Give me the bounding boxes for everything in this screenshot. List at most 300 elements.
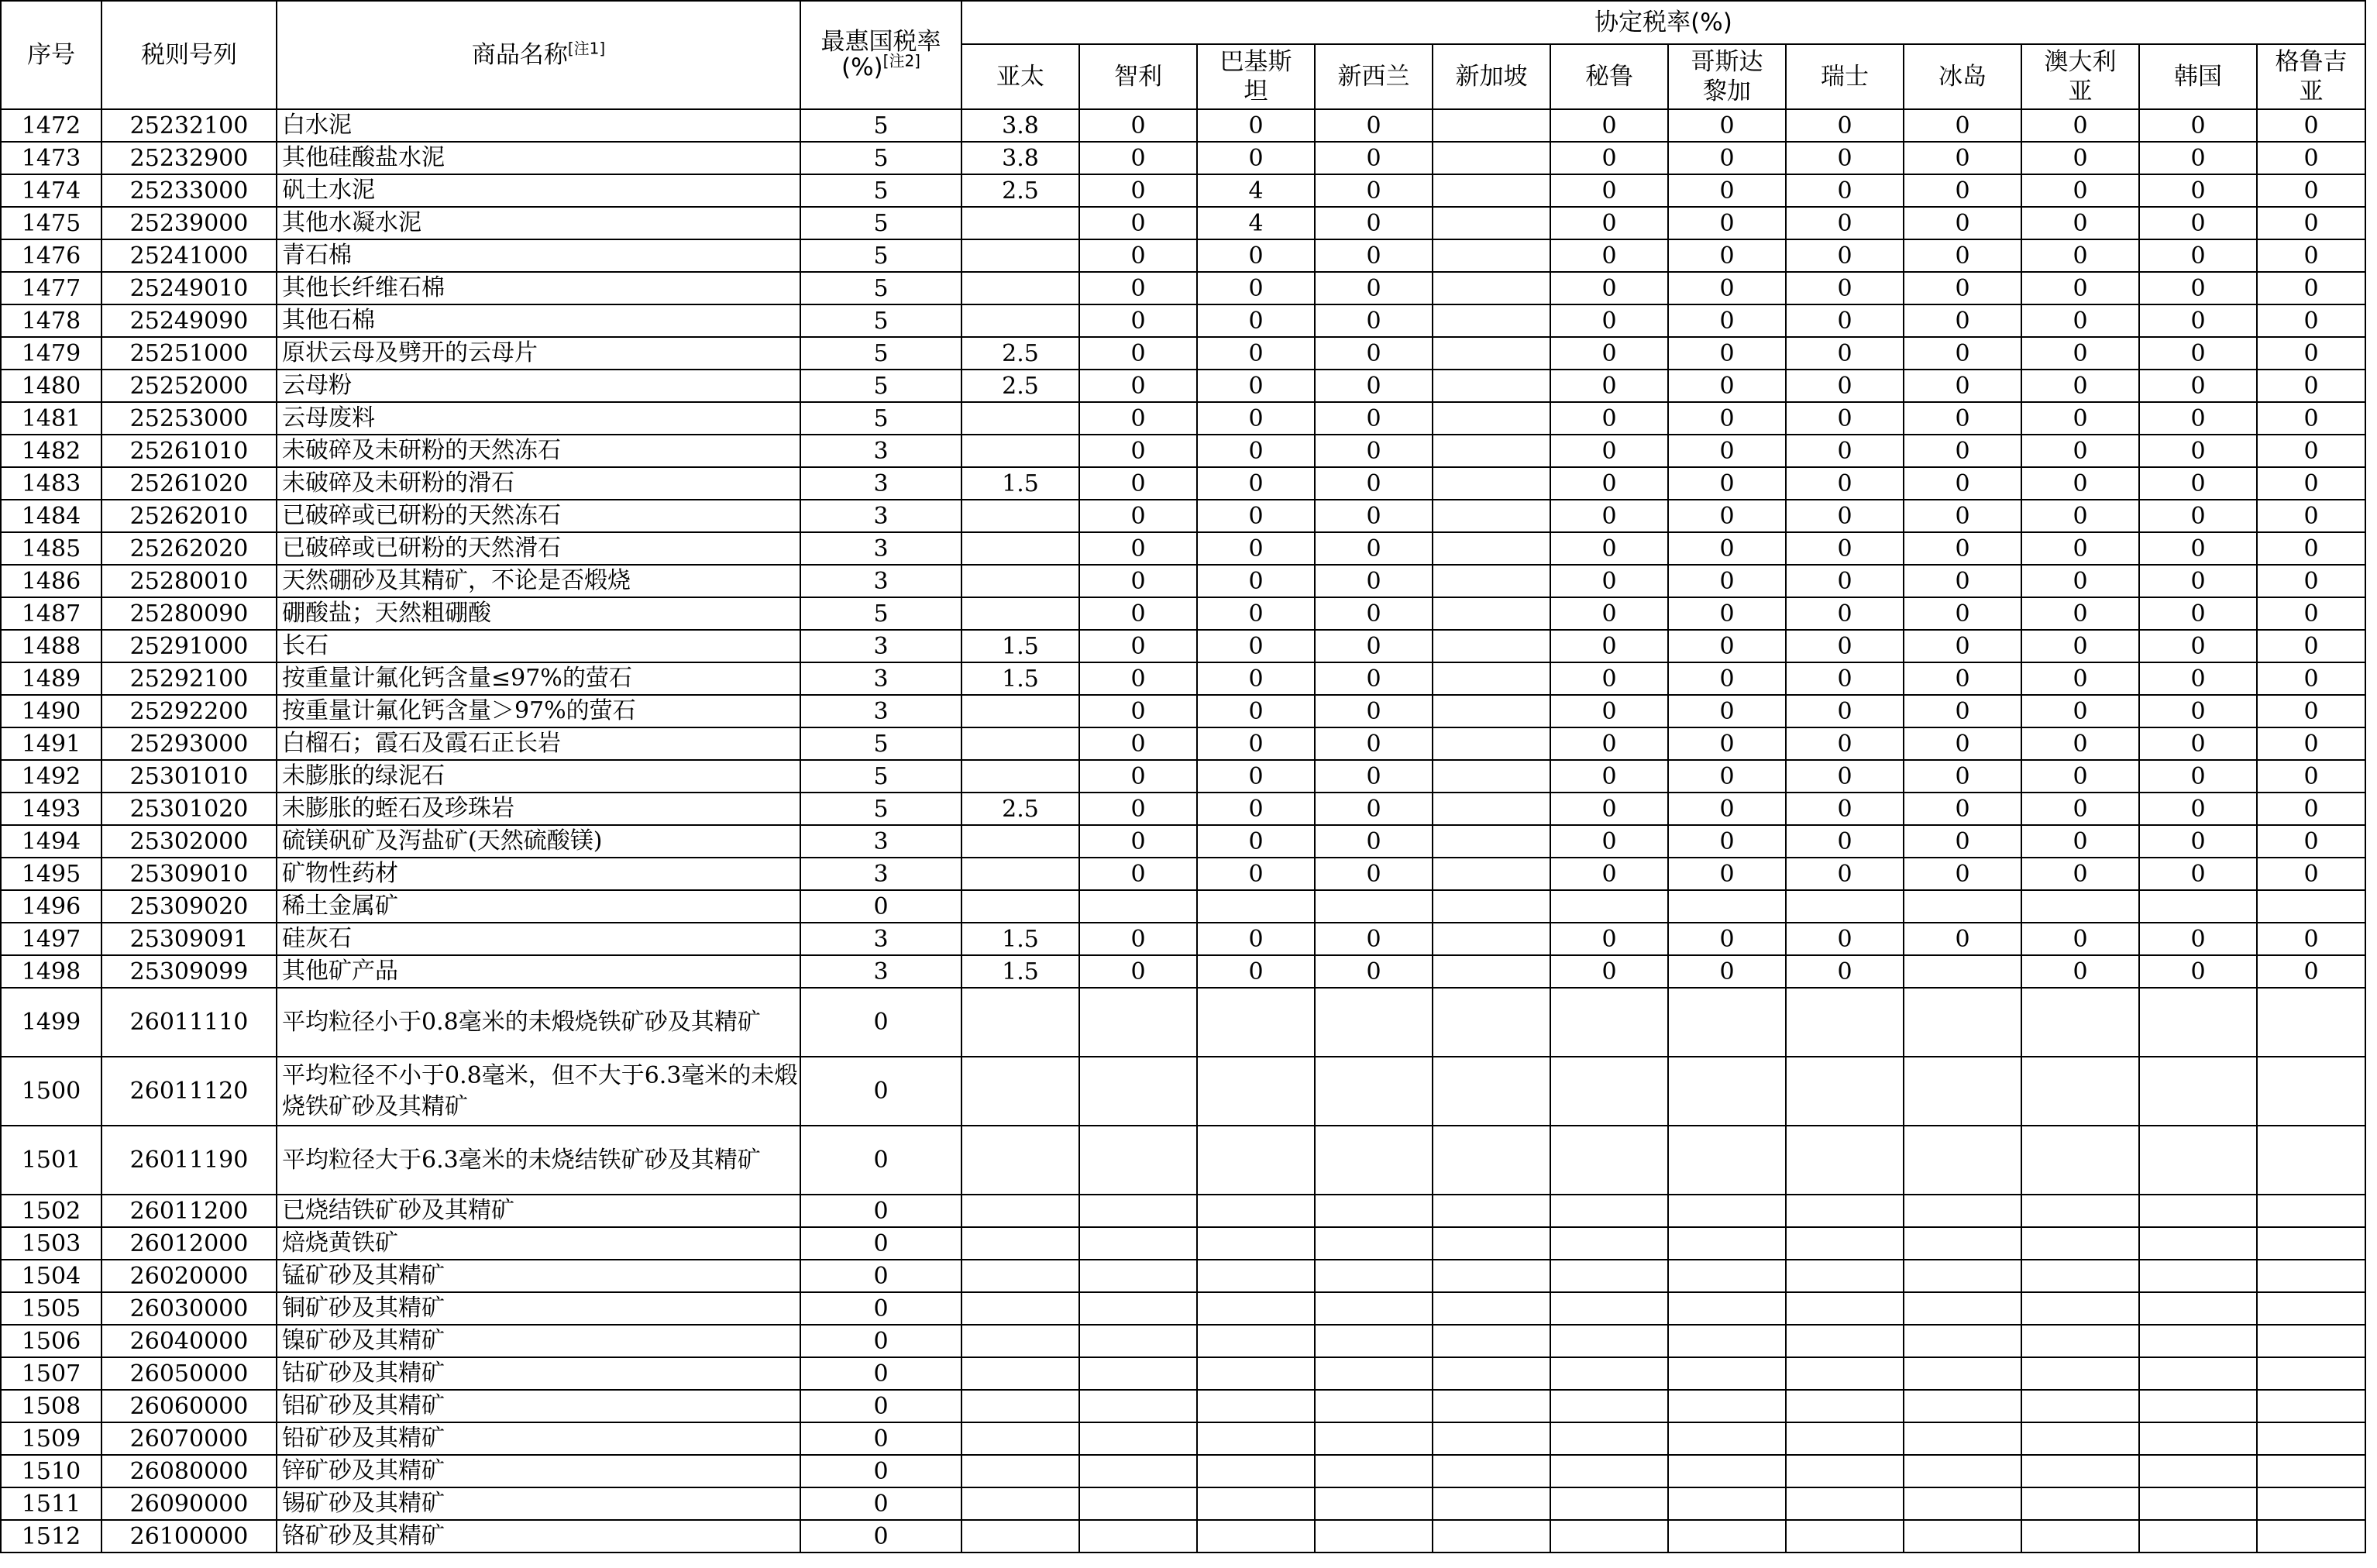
cell-rate: 0	[1904, 727, 2021, 760]
cell-code: 25262020	[101, 532, 277, 565]
cell-rate: 1.5	[961, 467, 1079, 500]
cell-rate: 0	[1550, 500, 1668, 532]
cell-rate: 0	[2257, 662, 2365, 695]
header-country: 冰岛	[1904, 44, 2021, 109]
cell-rate: 0	[2257, 467, 2365, 500]
cell-rate: 0	[1904, 760, 2021, 793]
cell-rate: 1.5	[961, 955, 1079, 988]
table-row	[1, 402, 2365, 435]
cell-rate	[1433, 630, 1550, 662]
cell-rate	[2257, 1195, 2365, 1227]
cell-rate: 0	[1079, 207, 1197, 239]
cell-rate	[1315, 988, 1433, 1057]
table-row	[1, 695, 2365, 727]
cell-rate: 0	[1079, 955, 1197, 988]
cell-mfn: 5	[800, 207, 961, 239]
cell-rate	[1433, 695, 1550, 727]
cell-rate: 0	[2257, 565, 2365, 597]
cell-rate	[1079, 1260, 1197, 1292]
cell-rate	[1550, 1357, 1668, 1390]
cell-seq: 1476	[1, 239, 101, 272]
cell-rate	[2021, 1357, 2139, 1390]
cell-mfn: 5	[800, 304, 961, 337]
cell-rate	[2021, 890, 2139, 923]
cell-rate	[1550, 1325, 1668, 1357]
cell-rate: 0	[2021, 500, 2139, 532]
cell-rate: 0	[1315, 760, 1433, 793]
cell-rate	[1904, 1455, 2021, 1487]
cell-rate	[1315, 1260, 1433, 1292]
cell-name: 云母废料	[277, 402, 800, 435]
cell-name: 已破碎或已研粉的天然滑石	[277, 532, 800, 565]
cell-rate	[961, 304, 1079, 337]
cell-rate: 0	[2257, 630, 2365, 662]
cell-rate: 0	[1315, 727, 1433, 760]
cell-rate	[2021, 1520, 2139, 1553]
cell-rate: 0	[2139, 532, 2257, 565]
cell-name: 铝矿砂及其精矿	[277, 1390, 800, 1422]
cell-rate	[1786, 1422, 1904, 1455]
cell-rate: 0	[1668, 272, 1786, 304]
cell-rate: 0	[2139, 109, 2257, 142]
cell-rate	[961, 1227, 1079, 1260]
cell-rate: 0	[1079, 435, 1197, 467]
cell-rate: 0	[2257, 207, 2365, 239]
cell-rate: 2.5	[961, 337, 1079, 370]
cell-seq: 1480	[1, 370, 101, 402]
cell-name: 锌矿砂及其精矿	[277, 1455, 800, 1487]
cell-rate: 0	[1079, 370, 1197, 402]
cell-seq: 1479	[1, 337, 101, 370]
cell-rate: 0	[1079, 337, 1197, 370]
cell-rate: 0	[1550, 207, 1668, 239]
table-row	[1, 1227, 2365, 1260]
cell-mfn: 5	[800, 793, 961, 825]
cell-rate	[1079, 1292, 1197, 1325]
cell-rate	[1197, 1057, 1315, 1126]
cell-rate: 0	[2021, 174, 2139, 207]
cell-rate: 0	[2257, 239, 2365, 272]
cell-rate	[1668, 1126, 1786, 1195]
cell-rate: 0	[1197, 142, 1315, 174]
cell-code: 25239000	[101, 207, 277, 239]
cell-rate	[1433, 1455, 1550, 1487]
cell-rate	[1315, 1422, 1433, 1455]
cell-rate: 0	[1315, 532, 1433, 565]
cell-name: 稀土金属矿	[277, 890, 800, 923]
cell-rate	[1433, 1292, 1550, 1325]
cell-rate	[1786, 1520, 1904, 1553]
cell-name: 原状云母及劈开的云母片	[277, 337, 800, 370]
cell-rate	[1433, 565, 1550, 597]
cell-rate	[1079, 1422, 1197, 1455]
cell-rate	[2021, 1260, 2139, 1292]
cell-rate: 0	[2139, 630, 2257, 662]
cell-rate: 0	[1786, 239, 1904, 272]
cell-rate: 0	[2021, 207, 2139, 239]
cell-rate	[961, 532, 1079, 565]
cell-rate	[1668, 1422, 1786, 1455]
cell-rate: 0	[1197, 727, 1315, 760]
cell-rate: 0	[1786, 695, 1904, 727]
cell-seq: 1512	[1, 1520, 101, 1553]
table-row	[1, 1487, 2365, 1520]
cell-rate: 0	[1315, 500, 1433, 532]
cell-rate: 0	[2021, 239, 2139, 272]
cell-rate: 0	[1668, 597, 1786, 630]
cell-rate	[1197, 1390, 1315, 1422]
header-country: 巴基斯坦	[1197, 44, 1315, 109]
cell-rate: 0	[1550, 337, 1668, 370]
cell-mfn: 5	[800, 402, 961, 435]
cell-rate: 0	[2139, 370, 2257, 402]
cell-rate: 0	[1668, 630, 1786, 662]
cell-rate: 0	[2257, 825, 2365, 858]
cell-rate	[1079, 1325, 1197, 1357]
cell-rate: 0	[2021, 142, 2139, 174]
cell-rate	[1550, 1455, 1668, 1487]
cell-seq: 1488	[1, 630, 101, 662]
cell-rate: 0	[2257, 337, 2365, 370]
cell-rate	[1433, 890, 1550, 923]
cell-code: 25309099	[101, 955, 277, 988]
cell-code: 25309091	[101, 923, 277, 955]
cell-rate	[1904, 955, 2021, 988]
cell-rate: 0	[1079, 109, 1197, 142]
cell-rate	[1786, 1195, 1904, 1227]
cell-rate: 0	[2139, 304, 2257, 337]
cell-seq: 1506	[1, 1325, 101, 1357]
cell-rate	[2139, 1126, 2257, 1195]
cell-rate: 0	[1315, 174, 1433, 207]
cell-rate: 0	[1668, 923, 1786, 955]
cell-seq: 1477	[1, 272, 101, 304]
header-country: 韩国	[2139, 44, 2257, 109]
cell-seq: 1493	[1, 793, 101, 825]
cell-rate: 0	[1786, 858, 1904, 890]
cell-rate	[1433, 825, 1550, 858]
cell-seq: 1503	[1, 1227, 101, 1260]
cell-rate: 0	[1668, 239, 1786, 272]
cell-name: 未破碎及未研粉的天然冻石	[277, 435, 800, 467]
cell-rate: 0	[1550, 955, 1668, 988]
cell-rate: 0	[1197, 695, 1315, 727]
cell-rate: 0	[2139, 760, 2257, 793]
cell-rate	[1904, 1292, 2021, 1325]
cell-name: 铅矿砂及其精矿	[277, 1422, 800, 1455]
cell-name: 镍矿砂及其精矿	[277, 1325, 800, 1357]
cell-rate: 0	[2021, 304, 2139, 337]
table-row	[1, 174, 2365, 207]
cell-rate: 0	[1668, 304, 1786, 337]
header-agreement: 协定税率(%)	[961, 1, 2365, 44]
header-country: 新西兰	[1315, 44, 1433, 109]
cell-seq: 1505	[1, 1292, 101, 1325]
cell-seq: 1483	[1, 467, 101, 500]
cell-rate: 0	[1550, 532, 1668, 565]
cell-rate: 0	[1315, 858, 1433, 890]
header-country: 瑞士	[1786, 44, 1904, 109]
cell-name: 硼酸盐；天然粗硼酸	[277, 597, 800, 630]
cell-rate: 0	[1079, 304, 1197, 337]
cell-rate: 0	[1550, 825, 1668, 858]
cell-rate	[961, 1260, 1079, 1292]
cell-rate	[1315, 890, 1433, 923]
cell-name: 云母粉	[277, 370, 800, 402]
cell-rate	[961, 760, 1079, 793]
cell-seq: 1496	[1, 890, 101, 923]
cell-rate	[1433, 272, 1550, 304]
cell-rate	[1433, 1227, 1550, 1260]
cell-rate: 0	[1197, 955, 1315, 988]
cell-rate	[961, 727, 1079, 760]
cell-rate: 0	[2021, 727, 2139, 760]
cell-rate: 0	[1668, 174, 1786, 207]
cell-rate: 0	[1315, 630, 1433, 662]
table-row	[1, 597, 2365, 630]
cell-rate: 0	[1904, 337, 2021, 370]
cell-mfn: 5	[800, 337, 961, 370]
cell-seq: 1474	[1, 174, 101, 207]
cell-rate: 0	[1786, 109, 1904, 142]
cell-name: 其他硅酸盐水泥	[277, 142, 800, 174]
cell-rate: 0	[1197, 793, 1315, 825]
header-name-label: 商品名称	[471, 40, 568, 69]
cell-rate: 0	[1550, 402, 1668, 435]
header-country: 澳大利亚	[2021, 44, 2139, 109]
cell-rate: 0	[1197, 825, 1315, 858]
cell-rate: 0	[1904, 207, 2021, 239]
cell-code: 25301010	[101, 760, 277, 793]
cell-rate	[1433, 1422, 1550, 1455]
cell-rate: 0	[2021, 630, 2139, 662]
cell-rate	[1433, 760, 1550, 793]
cell-mfn: 5	[800, 370, 961, 402]
cell-code: 25280010	[101, 565, 277, 597]
cell-rate: 0	[2021, 793, 2139, 825]
cell-rate	[2139, 1390, 2257, 1422]
cell-rate: 0	[1786, 500, 1904, 532]
cell-seq: 1499	[1, 988, 101, 1057]
cell-rate: 0	[1550, 858, 1668, 890]
cell-rate: 0	[1315, 239, 1433, 272]
cell-rate	[961, 597, 1079, 630]
cell-rate: 0	[1668, 695, 1786, 727]
cell-mfn: 3	[800, 467, 961, 500]
cell-mfn: 0	[800, 1057, 961, 1126]
cell-rate	[1433, 142, 1550, 174]
cell-rate: 0	[1079, 695, 1197, 727]
cell-rate: 0	[1550, 142, 1668, 174]
cell-rate: 0	[1668, 109, 1786, 142]
cell-rate: 0	[1197, 500, 1315, 532]
cell-rate	[1668, 1227, 1786, 1260]
header-mfn-line2: (%)	[841, 53, 883, 81]
cell-rate: 0	[1668, 402, 1786, 435]
cell-rate	[1079, 988, 1197, 1057]
cell-rate	[1433, 370, 1550, 402]
cell-rate	[1197, 1260, 1315, 1292]
cell-rate	[1315, 1357, 1433, 1390]
header-country: 新加坡	[1433, 44, 1550, 109]
cell-rate: 0	[1904, 858, 2021, 890]
cell-rate: 0	[1904, 662, 2021, 695]
cell-rate	[1433, 1260, 1550, 1292]
cell-rate	[961, 1292, 1079, 1325]
cell-rate	[1433, 793, 1550, 825]
cell-rate: 0	[1315, 304, 1433, 337]
cell-rate	[2257, 1126, 2365, 1195]
cell-mfn: 3	[800, 695, 961, 727]
cell-rate	[961, 1057, 1079, 1126]
cell-rate	[961, 1357, 1079, 1390]
cell-rate: 0	[2257, 727, 2365, 760]
cell-rate	[961, 565, 1079, 597]
cell-rate: 0	[1786, 955, 1904, 988]
cell-rate	[2257, 1057, 2365, 1126]
cell-rate	[1786, 1126, 1904, 1195]
cell-rate	[1668, 1057, 1786, 1126]
cell-name: 天然硼砂及其精矿，不论是否煅烧	[277, 565, 800, 597]
cell-code: 26030000	[101, 1292, 277, 1325]
cell-rate	[1668, 1487, 1786, 1520]
cell-mfn: 0	[800, 1520, 961, 1553]
table-row	[1, 500, 2365, 532]
cell-rate: 0	[1786, 565, 1904, 597]
cell-rate	[1433, 923, 1550, 955]
cell-rate: 0	[1786, 662, 1904, 695]
cell-name: 焙烧黄铁矿	[277, 1227, 800, 1260]
cell-rate	[1904, 1057, 2021, 1126]
cell-seq: 1500	[1, 1057, 101, 1126]
cell-rate: 0	[1786, 435, 1904, 467]
cell-rate: 0	[1786, 597, 1904, 630]
cell-rate: 0	[1197, 467, 1315, 500]
cell-rate: 0	[1550, 272, 1668, 304]
cell-rate	[1668, 1455, 1786, 1487]
cell-rate	[961, 858, 1079, 890]
cell-rate: 0	[1904, 272, 2021, 304]
cell-rate: 0	[1315, 435, 1433, 467]
cell-rate: 0	[1668, 207, 1786, 239]
header-country: 秘鲁	[1550, 44, 1668, 109]
table-row	[1, 1390, 2365, 1422]
cell-code: 25302000	[101, 825, 277, 858]
cell-rate: 0	[1079, 402, 1197, 435]
cell-rate: 0	[1668, 142, 1786, 174]
cell-rate: 0	[2257, 955, 2365, 988]
cell-code: 25292100	[101, 662, 277, 695]
cell-seq: 1490	[1, 695, 101, 727]
cell-rate: 0	[1668, 435, 1786, 467]
cell-rate	[1197, 1227, 1315, 1260]
cell-mfn: 5	[800, 727, 961, 760]
cell-rate	[961, 695, 1079, 727]
cell-rate	[2021, 1487, 2139, 1520]
cell-code: 26011200	[101, 1195, 277, 1227]
cell-rate: 0	[1904, 532, 2021, 565]
cell-rate	[2139, 1292, 2257, 1325]
cell-rate	[1079, 1357, 1197, 1390]
cell-rate: 0	[1197, 597, 1315, 630]
cell-rate	[1433, 239, 1550, 272]
cell-rate: 0	[1550, 370, 1668, 402]
cell-rate	[2021, 1390, 2139, 1422]
table-row	[1, 304, 2365, 337]
cell-rate: 0	[2257, 532, 2365, 565]
table-row	[1, 890, 2365, 923]
cell-rate: 0	[2021, 858, 2139, 890]
table-row	[1, 858, 2365, 890]
cell-rate: 0	[1197, 858, 1315, 890]
cell-rate	[1550, 1520, 1668, 1553]
cell-code: 25232900	[101, 142, 277, 174]
cell-rate: 0	[2021, 337, 2139, 370]
cell-rate: 0	[2257, 858, 2365, 890]
cell-rate: 0	[1197, 435, 1315, 467]
cell-rate	[1550, 1126, 1668, 1195]
cell-rate: 0	[2257, 174, 2365, 207]
header-country: 亚太	[961, 44, 1079, 109]
cell-rate: 0	[2139, 337, 2257, 370]
cell-rate: 0	[1197, 370, 1315, 402]
cell-rate	[1786, 1325, 1904, 1357]
cell-rate	[1550, 1422, 1668, 1455]
cell-rate: 4	[1197, 174, 1315, 207]
cell-rate: 0	[1315, 923, 1433, 955]
cell-code: 26100000	[101, 1520, 277, 1553]
cell-rate: 0	[1904, 402, 2021, 435]
cell-rate: 0	[2021, 370, 2139, 402]
cell-rate	[1904, 1422, 2021, 1455]
cell-code: 26050000	[101, 1357, 277, 1390]
cell-rate	[961, 1487, 1079, 1520]
cell-mfn: 0	[800, 1422, 961, 1455]
cell-rate	[1079, 1195, 1197, 1227]
cell-mfn: 0	[800, 890, 961, 923]
cell-rate: 0	[2021, 760, 2139, 793]
table-row	[1, 1357, 2365, 1390]
cell-seq: 1501	[1, 1126, 101, 1195]
cell-rate: 0	[1197, 662, 1315, 695]
cell-code: 26020000	[101, 1260, 277, 1292]
cell-rate	[1197, 1357, 1315, 1390]
cell-rate: 0	[1904, 435, 2021, 467]
cell-rate	[1550, 1390, 1668, 1422]
cell-code: 25253000	[101, 402, 277, 435]
cell-rate: 0	[1904, 597, 2021, 630]
cell-code: 26090000	[101, 1487, 277, 1520]
cell-rate	[1079, 890, 1197, 923]
cell-rate: 2.5	[961, 370, 1079, 402]
cell-name: 锡矿砂及其精矿	[277, 1487, 800, 1520]
cell-rate	[1668, 1520, 1786, 1553]
cell-rate	[1904, 1126, 2021, 1195]
cell-rate: 0	[1079, 272, 1197, 304]
cell-rate: 0	[1786, 207, 1904, 239]
cell-rate: 0	[1786, 142, 1904, 174]
cell-mfn: 0	[800, 1357, 961, 1390]
cell-rate: 0	[1786, 532, 1904, 565]
cell-name: 其他长纤维石棉	[277, 272, 800, 304]
cell-rate	[1904, 1357, 2021, 1390]
cell-seq: 1511	[1, 1487, 101, 1520]
cell-rate: 0	[1904, 174, 2021, 207]
cell-rate	[1550, 1487, 1668, 1520]
cell-rate: 0	[1786, 825, 1904, 858]
cell-mfn: 3	[800, 923, 961, 955]
table-row	[1, 207, 2365, 239]
